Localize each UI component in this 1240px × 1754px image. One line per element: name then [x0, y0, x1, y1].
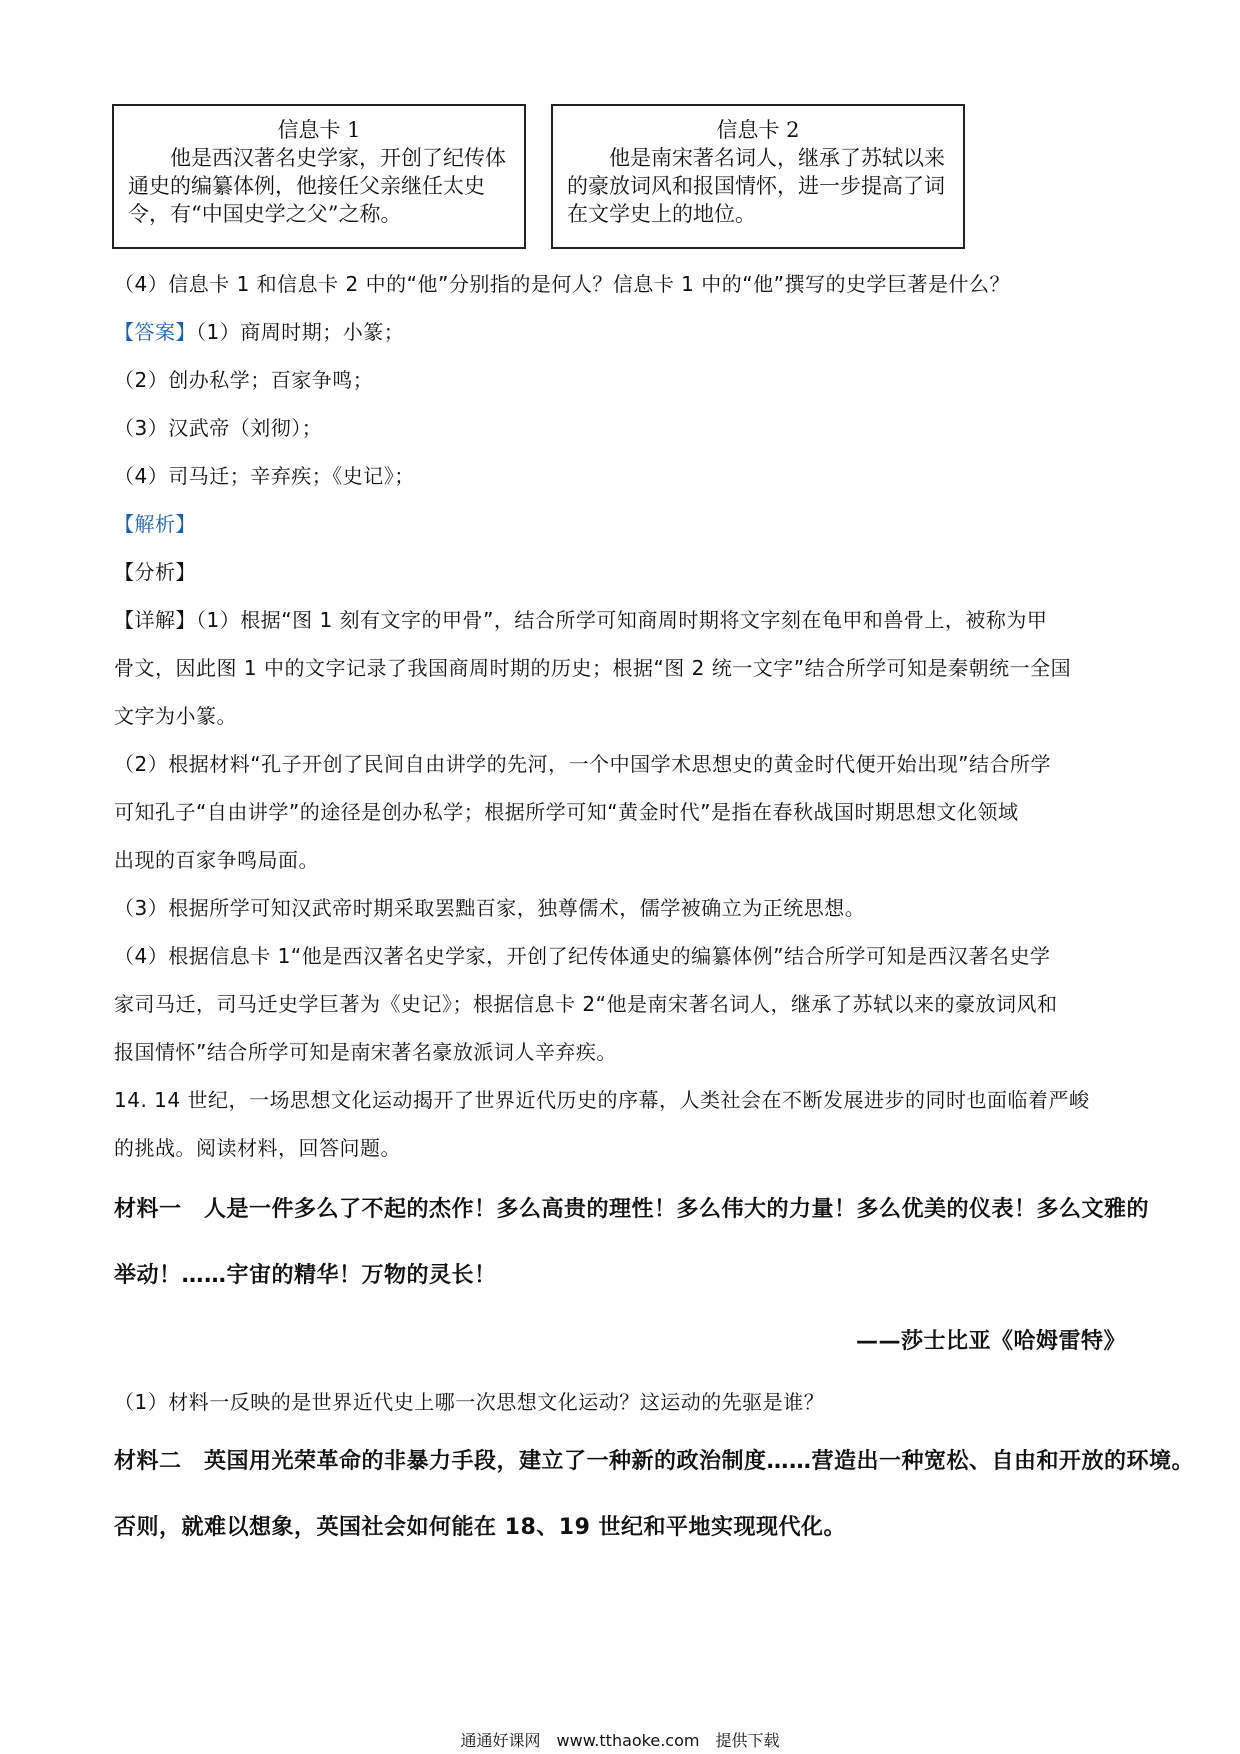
detail-line-4: （2）根据材料“孔子开创了民间自由讲学的先河，一个中国学术思想史的黄金时代便开始出现”结合所学: [114, 752, 1051, 776]
detail-line-1: [114, 604, 1134, 633]
jiexi-label: 【解析】: [114, 512, 196, 536]
question-14-line-2: 的挑战。阅读材料，回答问题。: [114, 1136, 401, 1160]
info-card-1-title: 信息卡 1: [277, 118, 361, 142]
detail-text-1: （1）根据“图 1 刻有文字的甲骨”，结合所学可知商周时期将文字刻在龟甲和兽骨上，被称为甲: [196, 608, 1048, 632]
answer-2: （2）创办私学；百家争鸣；: [114, 368, 374, 392]
detail-line-7: （3）根据所学可知汉武帝时期采取罢黜百家，独尊儒术，儒学被确立为正统思想。: [114, 896, 866, 920]
detail-line-6: 出现的百家争鸣局面。: [114, 848, 319, 872]
answer-label: 【答案】: [114, 320, 196, 344]
question-14-1: （1）材料一反映的是世界近代史上哪一次思想文化运动？这运动的先驱是谁？: [114, 1390, 825, 1414]
detail-line-9: 家司马迁，司马迁史学巨著为《史记》；根据信息卡 2“他是南宋著名词人，继承了苏轼以来的豪放词风和: [114, 992, 1058, 1016]
info-card-2: [551, 104, 965, 249]
info-card-2-title: 信息卡 2: [716, 118, 800, 142]
detail-line-2: 骨文，因此图 1 中的文字记录了我国商周时期的历史；根据“图 2 统一文字”结合所学可知是秦朝统一全国: [114, 656, 1072, 680]
info-card-1-body: 他是西汉著名史学家，开创了纪传体通史的编纂体例，他接任父亲继任太史令，有“中国史学之父”之称。: [128, 146, 506, 226]
question-14-line-1: 14. 14 世纪，一场思想文化运动揭开了世界近代历史的序幕，人类社会在不断发展进步的同时也面临着严峻: [114, 1088, 1090, 1112]
question-4: （4）信息卡 1 和信息卡 2 中的“他”分别指的是何人？信息卡 1 中的“他”撰写的史学巨著是什么？: [114, 272, 1010, 296]
material-1-line-1: 材料一 人是一件多么了不起的杰作！多么高贵的理性！多么伟大的力量！多么优美的仪表！多么文雅的: [114, 1197, 1150, 1222]
material-1-source: ——莎士比亚《哈姆雷特》: [855, 1329, 1126, 1354]
info-card-2-body: 他是南宋著名词人，继承了苏轼以来的豪放词风和报国情怀，进一步提高了词在文学史上的地位。: [567, 146, 945, 226]
detail-line-8: （4）根据信息卡 1“他是西汉著名史学家，开创了纪传体通史的编纂体例”结合所学可知是西汉著名史学: [114, 944, 1051, 968]
material-2-line-2: 否则，就难以想象，英国社会如何能在 18、19 世纪和平地实现现代化。: [114, 1515, 847, 1540]
detail-line-3: 文字为小篆。: [114, 704, 237, 728]
answer-line-1: [114, 316, 1134, 345]
answer-1: （1）商周时期；小篆；: [196, 320, 405, 344]
info-card-1: [112, 104, 526, 249]
footer-watermark: 通通好课网 www.tthaoke.com 提供下载: [460, 1731, 780, 1750]
material-2-line-1: 材料二 英国用光荣革命的非暴力手段，建立了一种新的政治制度……营造出一种宽松、自由和开放的环境。: [114, 1449, 1195, 1474]
detail-label: 【详解】: [114, 608, 196, 632]
fenxi-label: 【分析】: [114, 560, 196, 584]
answer-3: （3）汉武帝（刘彻）；: [114, 416, 323, 440]
detail-line-10: 报国情怀”结合所学可知是南宋著名豪放派词人辛弃疾。: [114, 1040, 617, 1064]
answer-4: （4）司马迁；辛弃疾；《史记》；: [114, 464, 415, 488]
detail-line-5: 可知孔子“自由讲学”的途径是创办私学；根据所学可知“黄金时代”是指在春秋战国时期思想文化领域: [114, 800, 1019, 824]
material-1-line-2: 举动！……宇宙的精华！万物的灵长！: [114, 1263, 497, 1288]
